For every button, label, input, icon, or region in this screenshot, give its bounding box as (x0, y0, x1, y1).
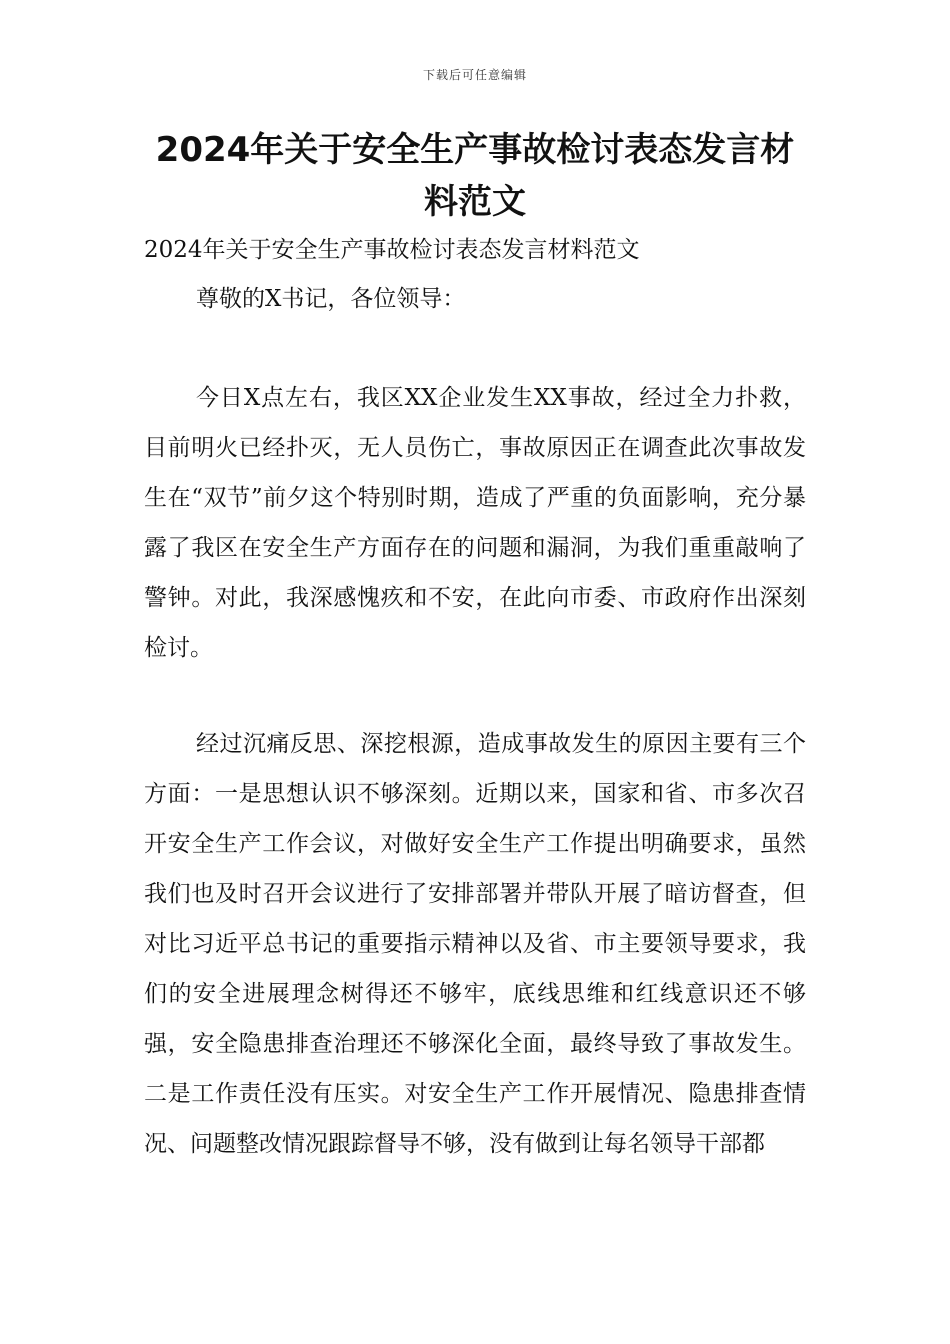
document-title: 2024年关于安全生产事故检讨表态发言材料范文 (155, 130, 795, 222)
salutation: 尊敬的X书记，各位领导： (196, 286, 466, 312)
header-note: 下载后可任意编辑 (422, 68, 527, 82)
body-paragraph-2: 经过沉痛反思、深挖根源，造成事故发生的原因主要有三个方面：一是思想认识不够深刻。近期以来，国家和省、市多次召开安全生产工作会议，对做好安全生产工作提出明确要求，虽然我们也及时召开会议进行了安排部署并带队开展了暗访督查，但对比习近平总书记的重要指示精神以及省、市主要领导要求，我们的安全进展理念树得还不够牢，底线思维和红线意识还不够强，安全隐患排查治理还不够深化全面，最终导致了事故发生。二是工作责任没有压实。对安全生产工作开展情况、隐患排查情况、问题整改情况跟踪督导不够，没有做到让每名领导干部都 (144, 731, 806, 1157)
document-subtitle: 2024年关于安全生产事故检讨表态发言材料范文 (144, 237, 640, 263)
body-paragraph-1: 今日X点左右，我区XX企业发生XX事故，经过全力扑救，目前明火已经扑灭，无人员伤亡，事故原因正在调查此次事故发生在“双节”前夕这个特别时期，造成了严重的负面影响，充分暴露了我区在安全生产方面存在的问题和漏洞，为我们重重敲响了警钟。对此，我深感愧疚和不安，在此向市委、市政府作出深刻检讨。 (144, 385, 806, 661)
